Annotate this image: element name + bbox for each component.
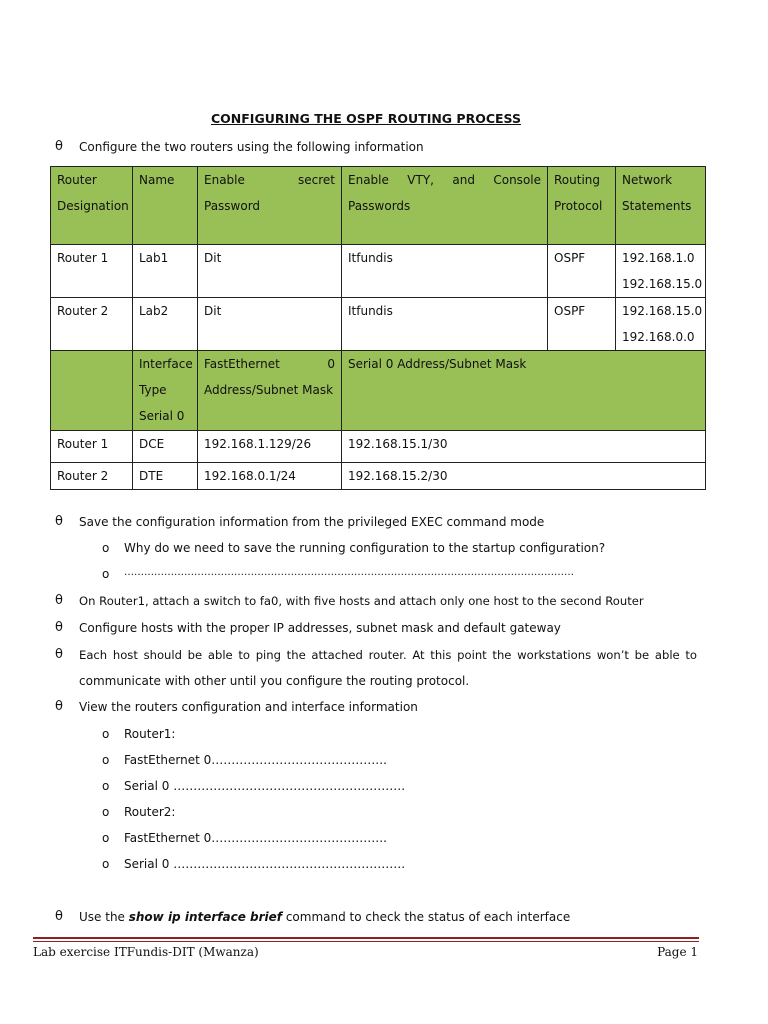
header-router-designation: Router Designation bbox=[51, 167, 133, 245]
bullet-marker: θ bbox=[55, 699, 63, 714]
sub-bullet-marker: o bbox=[102, 567, 110, 581]
step-save: Save the configuration information from the privileged EXEC command mode bbox=[79, 515, 545, 529]
table-header-row bbox=[51, 351, 706, 431]
router1-serial: Serial 0 …………………………………………………. bbox=[124, 779, 406, 793]
cell-networks: 192.168.15.0 192.168.0.0 bbox=[616, 298, 706, 351]
page-title: CONFIGURING THE OSPF ROUTING PROCESS bbox=[211, 111, 521, 126]
bullet-marker: θ bbox=[55, 514, 63, 529]
step-configure-hosts: Configure hosts with the proper IP addresses, subnet mask and default gateway bbox=[79, 621, 561, 635]
router2-label: Router2: bbox=[124, 805, 176, 819]
answer-blank: ……………………………………………………………………………………………………………………… bbox=[124, 567, 574, 578]
sub-bullet-marker: o bbox=[102, 779, 110, 793]
table-row bbox=[51, 298, 706, 351]
step-ping-line2: communicate with other until you configure the routing protocol. bbox=[79, 674, 470, 688]
cell-protocol: OSPF bbox=[548, 298, 616, 351]
sub-bullet-marker: o bbox=[102, 831, 110, 845]
cell-vty: Itfundis bbox=[342, 298, 548, 351]
cell-router: Router 2 bbox=[51, 463, 133, 490]
router1-fastethernet: FastEthernet 0…………………………………….. bbox=[124, 753, 387, 767]
cell-type: DCE bbox=[133, 431, 198, 463]
cell-serial-address: 192.168.15.1/30 bbox=[342, 431, 706, 463]
sub-bullet-marker: o bbox=[102, 727, 110, 741]
router-config-table bbox=[50, 166, 706, 490]
step-attach: On Router1, attach a switch to fa0, with five hosts and attach only one host to the second Router bbox=[79, 594, 644, 608]
table-row bbox=[51, 245, 706, 298]
table-header-row bbox=[51, 167, 706, 245]
header-name: Name bbox=[133, 167, 198, 245]
cell-fe-address: 192.168.0.1/24 bbox=[198, 463, 342, 490]
intro-text: Configure the two routers using the following information bbox=[79, 140, 424, 154]
header-serial: Serial 0 Address/Subnet Mask bbox=[342, 351, 706, 431]
step-view: View the routers configuration and interface information bbox=[79, 700, 418, 714]
cell-protocol: OSPF bbox=[548, 245, 616, 298]
cell-router: Router 1 bbox=[51, 431, 133, 463]
header-empty bbox=[51, 351, 133, 431]
cell-name: Lab1 bbox=[133, 245, 198, 298]
header-network-statements: Network Statements bbox=[616, 167, 706, 245]
bullet-marker: θ bbox=[55, 647, 63, 662]
cell-name: Lab2 bbox=[133, 298, 198, 351]
cell-serial-address: 192.168.15.2/30 bbox=[342, 463, 706, 490]
header-vty-console: Enable VTY, and Console Passwords bbox=[342, 167, 548, 245]
bullet-marker: θ bbox=[55, 593, 63, 608]
footer-divider bbox=[33, 941, 699, 942]
cell-networks: 192.168.1.0 192.168.15.0 bbox=[616, 245, 706, 298]
cell-type: DTE bbox=[133, 463, 198, 490]
step-use-command: Use the show ip interface brief command to check the status of each interface bbox=[79, 910, 571, 924]
router1-label: Router1: bbox=[124, 727, 176, 741]
cell-vty: Itfundis bbox=[342, 245, 548, 298]
header-fastethernet: FastEthernet 0 Address/Subnet Mask bbox=[198, 351, 342, 431]
sub-bullet-marker: o bbox=[102, 541, 110, 555]
sub-bullet-marker: o bbox=[102, 753, 110, 767]
header-interface-type: Interface Type Serial 0 bbox=[133, 351, 198, 431]
bullet-marker: θ bbox=[55, 909, 63, 924]
cell-secret: Dit bbox=[198, 298, 342, 351]
step-save-question: Why do we need to save the running configuration to the startup configuration? bbox=[124, 541, 606, 555]
command-name: show ip interface brief bbox=[128, 910, 283, 924]
bullet-marker: θ bbox=[55, 139, 63, 154]
table-row bbox=[51, 431, 706, 463]
router2-fastethernet: FastEthernet 0…………………………………….. bbox=[124, 831, 387, 845]
sub-bullet-marker: o bbox=[102, 805, 110, 819]
cell-fe-address: 192.168.1.129/26 bbox=[198, 431, 342, 463]
cell-router: Router 2 bbox=[51, 298, 133, 351]
step-ping-line1: Each host should be able to ping the attached router. At this point the workstations won’t be able to bbox=[79, 648, 697, 662]
header-enable-secret: Enable secret Password bbox=[198, 167, 342, 245]
header-routing-protocol: Routing Protocol bbox=[548, 167, 616, 245]
sub-bullet-marker: o bbox=[102, 857, 110, 871]
cell-router: Router 1 bbox=[51, 245, 133, 298]
bullet-marker: θ bbox=[55, 620, 63, 635]
footer-divider bbox=[33, 937, 699, 939]
cell-secret: Dit bbox=[198, 245, 342, 298]
router2-serial: Serial 0 …………………………………………………. bbox=[124, 857, 406, 871]
page-number: Page 1 bbox=[657, 945, 698, 959]
table-row bbox=[51, 463, 706, 490]
footer-title: Lab exercise ITFundis-DIT (Mwanza) bbox=[33, 945, 259, 959]
